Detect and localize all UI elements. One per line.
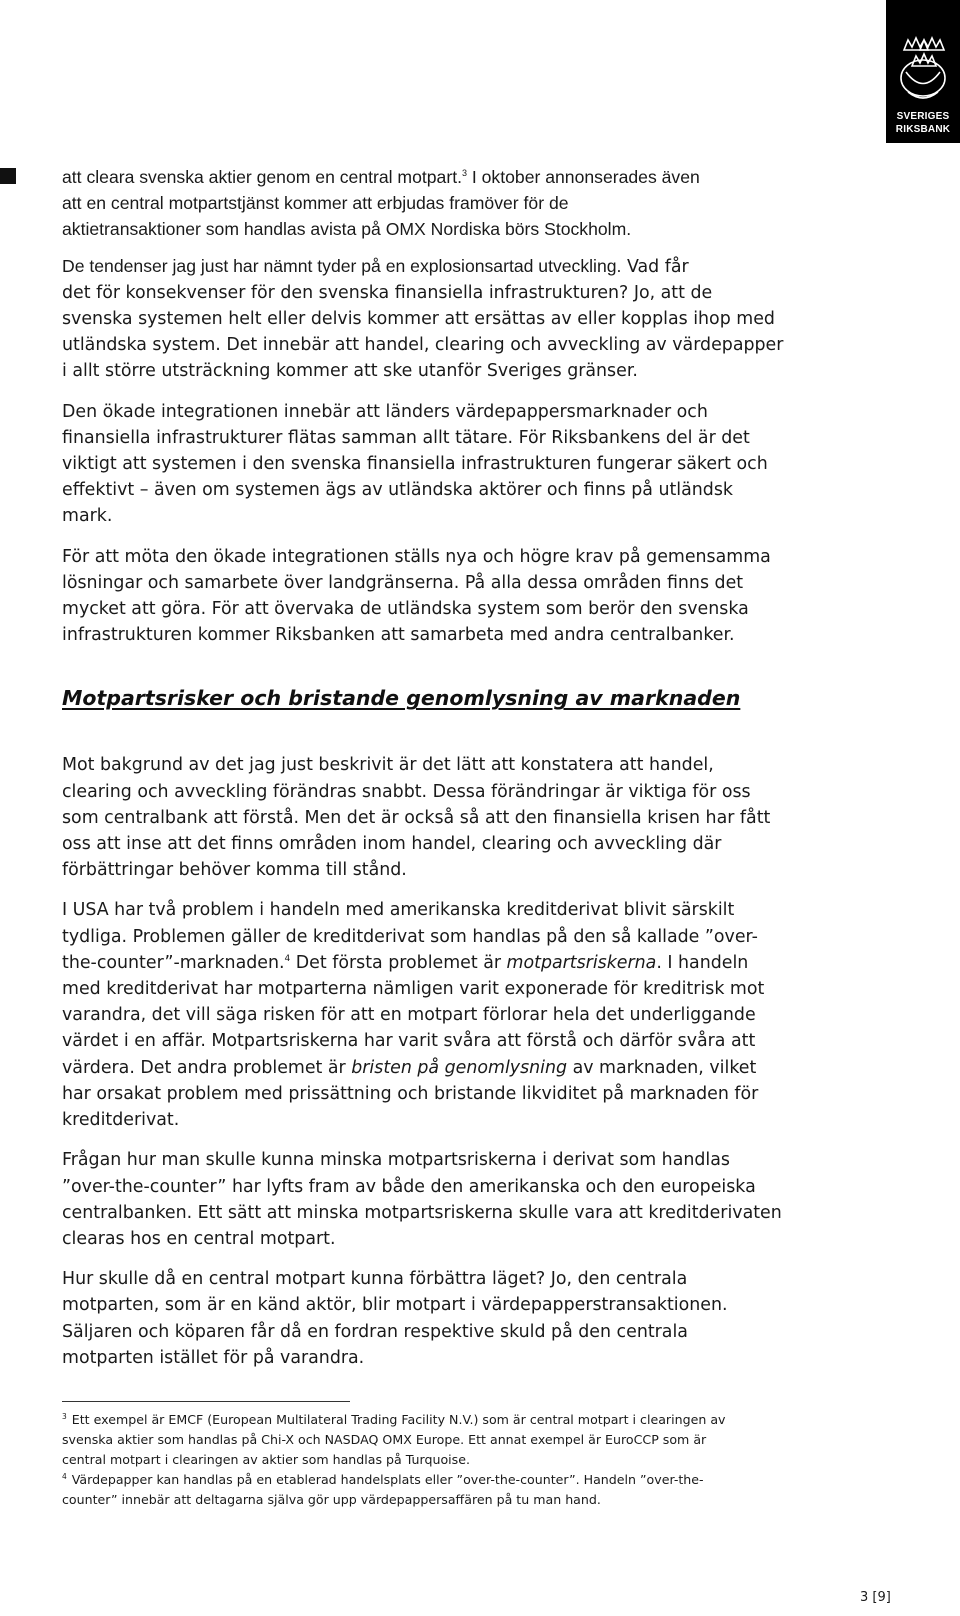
text-span: att cleara svenska aktier genom en central motpart.	[62, 167, 462, 187]
logo-text-sveriges: SVERIGES	[896, 111, 950, 122]
footnote-separator	[62, 1401, 350, 1402]
emphasis-text: motpartsriskerna	[506, 952, 657, 973]
paragraph	[62, 897, 852, 1133]
footnote-3	[62, 1410, 822, 1470]
paragraph	[62, 253, 852, 385]
text-span: av marknaden, vilket har orsakat problem med prissättning och bristande likviditet på marknaden för kreditderivat.	[62, 1057, 759, 1131]
footnote-ref-3[interactable]: 3	[461, 168, 467, 179]
emphasis-text: bristen på genomlysning	[351, 1057, 568, 1078]
footnote-text: Ett exempel är EMCF (European Multilateral Trading Facility N.V.) som är central motpart i clearingen av svenska aktier som handlas på Chi-X och NASDAQ OMX Europe. Ett annat exempel är EuroCCP som är central motpart i clearingen av aktier som handlas på Turquoise.	[62, 1412, 726, 1467]
crown-emblem-icon	[886, 0, 960, 110]
text-span: . I handeln med kreditderivat har motparterna nämligen varit exponerade för kreditrisk mot varandra, det vill säga risken för att en motpart förlorar hela det underliggande värdet i en affär. Motpartsriskerna har varit svåra att förstå och därför svåra att värdera. Det andra problemet är	[62, 952, 765, 1078]
paragraph: Hur skulle då en central motpart kunna förbättra läget? Jo, den centrala motparten, som är en känd aktör, blir motpart i värdepapperstransaktionen. Säljaren och köparen får då en fordran respektive skuld på den centrala motparten istället för på varandra.	[62, 1269, 728, 1368]
paragraph: Frågan hur man skulle kunna minska motpartsriskerna i derivat som handlas ”over-the-counter” har lyfts fram av både den amerikanska och den europeiska centralbanken. Ett sätt att minska motpartsriskerna skulle vara att kreditderivaten clearas hos en central motpart.	[62, 1150, 782, 1249]
page-number: 3 [9]	[860, 1590, 891, 1605]
text-span: Det innebär att handel, clearing och avveckling av värdepapper i allt större utsträckning kommer att ske utanför Sveriges gränser.	[62, 335, 784, 382]
text-span: De tendenser jag just har nämnt tyder på en explosionsartad utveckling.	[62, 255, 622, 276]
text-span: Vad får det för konsekvenser för den svenska finansiella infrastrukturen? Jo, att de svenska systemen helt eller delvis kommer att ersättas av eller kopplas ihop med utländska system.	[62, 256, 775, 356]
footnote-number: 3	[62, 1411, 67, 1421]
section-heading: Motpartsrisker och bristande genomlysning av marknaden	[62, 686, 741, 711]
riksbank-logo	[886, 0, 960, 143]
text-span: I oktober annonserades även att en central motpartstjänst kommer att erbjudas framöver för de aktietransaktioner som handlas avista på OMX Nordiska börs Stockholm.	[62, 167, 700, 240]
paragraph: Mot bakgrund av det jag just beskrivit är det lätt att konstatera att handel, clearing och avveckling förändras snabbt. Dessa förändringar är viktiga för oss som centralbank att förstå. Men det är också så att den finansiella krisen har fått oss att inse att det finns områden inom handel, clearing och avveckling där förbättringar behöver komma till stånd.	[62, 755, 771, 881]
text-span: I USA har två problem i handeln med amerikanska kreditderivat blivit särskilt tydliga. Problemen gäller de kreditderivat som handlas på den så kallade ”over- the-counter”-marknaden.	[62, 900, 758, 973]
paragraph: Den ökade integrationen innebär att länders värdepappersmarknader och finansiella infrastrukturer flätas samman allt tätare. För Riksbankens del är det viktigt att systemen i den svenska finansiella infrastrukturen fungerar säkert och effektivt – även om systemen ägs av utländska aktörer och finns på utländsk mark.	[62, 401, 768, 527]
paragraph: För att möta den ökade integrationen ställs nya och högre krav på gemensamma lösningar och samarbete över landgränserna. På alla dessa områden finns det mycket att göra. För att övervaka de utländska system som berör den svenska infrastrukturen kommer Riksbanken att samarbeta med andra centralbanker.	[62, 546, 771, 646]
footnote-ref-4[interactable]: 4	[284, 954, 291, 965]
text-span: Det första problemet är	[290, 952, 507, 973]
logo-text-riksbank: RIKSBANK	[895, 124, 951, 135]
paragraph	[62, 164, 852, 243]
main-text	[62, 164, 852, 1371]
footnote-4	[62, 1470, 822, 1510]
footnote-text: Värdepapper kan handlas på en etablerad handelsplats eller ”over-the-counter”. Handeln ”over-the- counter” innebär att deltagarna själva gör upp värdepappersaffären på tu man hand.	[62, 1472, 704, 1507]
footnote-number: 4	[62, 1471, 67, 1481]
margin-marker	[0, 168, 16, 184]
footnotes	[62, 1410, 822, 1510]
